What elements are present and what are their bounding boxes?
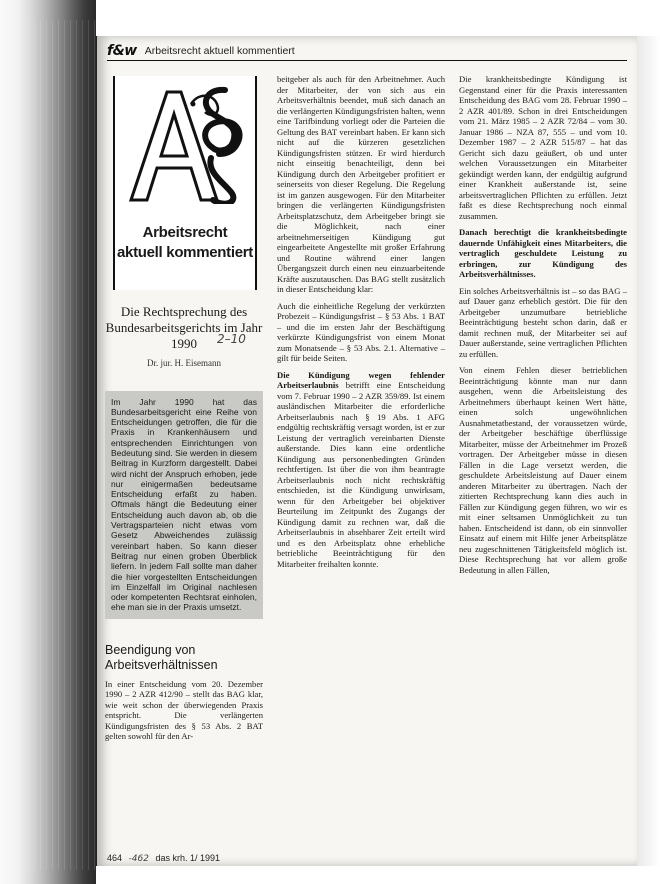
handwritten-note: 2–10 xyxy=(217,332,246,346)
paragraph-body: betrifft eine Entscheidung vom 7. Februar 1990 – 2 AZR 359/89. Ist einem ausländischen Mitarbeiter die erforderliche Arbeitserlaubnis nach § 19 Abs. 1 AFG endgültig rechtskräftig versagt worden, ist er zur Leistung der vertraglich vereinbarten Dienste außerstande. Dies kann eine ordentliche Kündigung aus personenbedingten Gründen rechtfertigen. Ist über die von ihm beantragte Arbeitserlaubnis noch nicht rechtskräftig entschieden, ist die Kündigung unwirksam, wenn für den Arbeitgeber bei objektiver Beurteilung im Zeitpunkt des Zugangs der Kündigung damit zu rechnen war, daß die Arbeitserlaubnis in absehbarer Zeit erteilt wird und es den Arbeitsplatz ohne erhebliche betriebliche Beeinträchtigung für den Mitarbeiter freihalten konnte. xyxy=(277,380,445,569)
paragraph: Von einem Fehlen dieser betrieblichen Beeinträchtigung könnte man nur dann ausgehen, wenn die Arbeitsleistung des Arbeitnehmers überhaupt keinen Wert hätte, einen solch ungewöhnlichen Ausnahmetatbestand, der voraussetzen würde, der Arbeitgeber beschäftige überflüssige Mitarbeiter, müsse der Arbeitnehmer im Prozeß vortragen. Der Arbeitgeber müsse in diesen Fällen in die Lage versetzt werden, die geschuldete Arbeitsleistung auf Dauer einem anderen Mitarbeiter zu übertragen. Nach der zitierten Rechtsprechung kann dies auch in Fällen zur Kündigung gegen führen, wo wir es mit einer seltsamen Unmöglichkeit zu tun haben. Entscheidend ist dann, ob ein sinnvoller Einsatz auf einem mit Hilfe jener Arbeitsplätze neu zugeschnittenen Tätigkeitsfeld möglich ist. Diese Rechtsprechung hat vor allem große Bedeutung in allen Fällen, xyxy=(459,365,627,575)
paragraph: Die krankheitsbedingte Kündigung ist Gegenstand einer für die Praxis interessanten Entscheidung des BAG vom 28. Februar 1990 – 2 AZR 401/89. Schon in drei Entscheidungen vom 21. März 1985 – 2 AZR 72/84 – vom 30. Januar 1986 – NZA 87, 555 – und vom 10. Dezember 1987 – 2 AZR 515/87 – hat das Gericht sich dazu geäußert, ob und unter welchen Voraussetzungen ein Mitarbeiter gekündigt werden kann, der endgültig aufgrund einer Krankheit außerstande ist, seine arbeitsvertraglichen Pflichten zu erfüllen. Jetzt faßt es diese Rechtsprechung noch einmal zusammen. xyxy=(459,74,627,221)
page-number: 464 xyxy=(107,853,123,863)
section-heading: Beendigung von Arbeitsverhältnissen xyxy=(105,642,218,672)
section-badge xyxy=(113,76,257,290)
paragraph-lead: Die Kündigung wegen fehlender Arbeitserlaubnis xyxy=(277,369,445,390)
article-author: Dr. jur. H. Eisemann xyxy=(147,358,221,368)
page-edge-right xyxy=(636,36,660,866)
badge-title-line2: aktuell kommentiert xyxy=(116,244,253,261)
article-title: Die Rechtsprechung des Bundesarbeitsgerichts im Jahr 1990 xyxy=(105,304,263,351)
paragraph-sign-icon xyxy=(121,82,249,204)
handwritten-page-number: -462 xyxy=(128,854,149,864)
document-page xyxy=(96,36,637,866)
paragraph-with-lead xyxy=(277,370,445,570)
paragraph: beitgeber als auch für den Arbeitnehmer. Auch der Mitarbeiter, der von sich aus ein Arbeitsverhältnis beendet, muß sich danach an die verlängerten Kündigungsfristen halten, wenn eine Tarifbindung vorliegt oder die Parteien die Geltung des BAT vereinbart haben. Er kann sich nicht auf die kürzeren gesetzlichen Kündigungsfristen stützen. Er wird hierdurch nicht einseitig benachteiligt, denn bei Kündigung durch den Arbeitgeber profitiert er seinerseits von dieser Regelung. Die Regelung ist im ganzen ausgewogen. Für den Mitarbeiter bringen die verlängerten Kündigungsfristen Arbeitsplatzschutz, dem Arbeitgeber bringt sie die Möglichkeit, nach einer arbeitnehmerseitigen Kündigung gut eingearbeitete Angestellte mit großer Erfahrung und Routine während einer langen Übergangszeit durch einen neu einzuarbeitende Kräfte auszutauschen. Das BAG stellt zusätzlich in dieser Entscheidung klar: xyxy=(277,74,445,294)
publisher-logo: f&w xyxy=(107,43,137,59)
header-title: Arbeitsrecht aktuell kommentiert xyxy=(144,45,295,57)
article-abstract: Im Jahr 1990 hat das Bundesarbeitsgericht eine Reihe von Entscheidungen getroffen, die für die Praxis in Krankenhäusern und entsprechenden Einrichtungen von Bedeutung sind. Sie werden in diesem Beitrag in Kurzform dargestellt. Dabei wird nicht der Anspruch erhoben, jede nur einigermaßen bedeutsame Entscheidung erfaßt zu haben. Oftmals hängt die Bedeutung einer Entscheidung auch davon ab, ob die Vertragsparteien nicht etwas vom Gesetz Abweichendes zulässig vereinbart haben. So kann dieser Beitrag nur einen groben Überblick liefern. In jedem Fall sollte man daher die hier vorgestellten Entscheidungen im Einzelfall im Original nachlesen oder kompetenten Rechtsrat einholen, ehe man sie in der Praxis umsetzt. xyxy=(105,391,263,619)
column-3 xyxy=(459,74,627,581)
paragraph: Ein solches Arbeitsverhältnis ist – so das BAG – auf Dauer ganz erheblich gestört. Die für den Arbeitgeber unzumutbare betriebliche Beeinträchtigung besteht schon darin, daß er damit rechnen muß, der Mitarbeiter sei auf Dauer außerstande, seine vertraglichen Pflichten zu erfüllen. xyxy=(459,285,627,359)
paragraph: In einer Entscheidung vom 20. Dezember 1990 – 2 AZR 412/90 – stellt das BAG klar, wie weit schon der überwiegenden Praxis entspricht. Die verlängerten Kündigungsfristen des § 53 Abs. 2 BAT gelten sowohl für den Ar- xyxy=(105,678,263,742)
book-binding xyxy=(0,0,96,884)
page-edges xyxy=(28,20,98,870)
paragraph: Auch die einheitliche Regelung der verkürzten Probezeit – Kündigungsfrist – § 53 Abs. 1 BAT – und die im ersten Jahr der Beschäftigung verkürzte Kündigungsfrist von einem Monat zum Monatsende – § 53 Abs. 2.1. Alternative – gilt für beide Seiten. xyxy=(277,300,445,363)
page-footer xyxy=(107,853,220,864)
badge-title-line1: Arbeitsrecht xyxy=(142,224,228,241)
running-header xyxy=(107,42,627,61)
journal-reference: das krh. 1/ 1991 xyxy=(155,853,221,863)
column-1 xyxy=(105,74,263,748)
column-2 xyxy=(277,74,445,575)
highlight-paragraph xyxy=(459,227,627,280)
highlight-text: Danach berechtigt die krankheitsbedingte dauernde Unfähigkeit eines Mitarbeiters, die vertraglich geschuldete Leistung zu erbringen, zur Kündigung des Arbeitsverhältnisses. xyxy=(459,227,627,279)
